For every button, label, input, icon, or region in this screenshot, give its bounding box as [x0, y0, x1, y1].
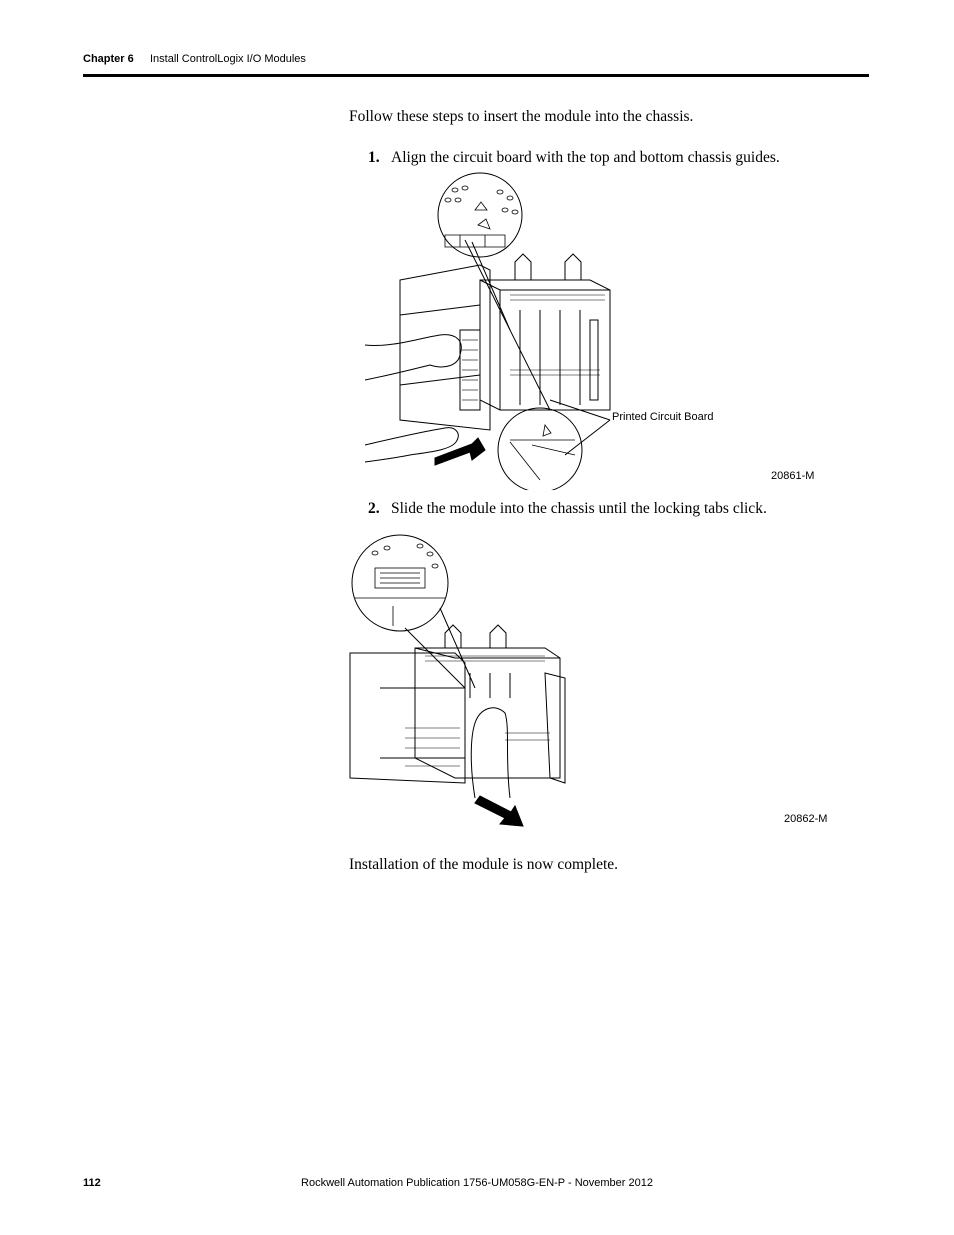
footer-page-number: 112 — [83, 1177, 101, 1189]
step-1 — [368, 149, 780, 167]
module-outline — [400, 265, 490, 430]
figure-1-illustration — [360, 170, 620, 490]
step-2-text: Slide the module into the chassis until the locking tabs click. — [391, 500, 767, 517]
footer-publication: Rockwell Automation Publication 1756-UM058G-EN-P - November 2012 — [301, 1177, 653, 1189]
chassis-outline-2 — [415, 625, 565, 783]
hand-2 — [471, 708, 510, 798]
intro-paragraph: Follow these steps to insert the module into the chassis. — [349, 108, 694, 125]
figure-2-id: 20862-M — [784, 813, 828, 825]
zoom-circle-bottom — [498, 408, 582, 490]
step-2 — [368, 500, 767, 518]
insert-arrow-1 — [435, 438, 485, 465]
figure-1-callout: Printed Circuit Board — [612, 411, 714, 423]
zoom-top-details — [445, 186, 518, 247]
figure-1-id: 20861-M — [771, 470, 815, 482]
step-1-text: Align the circuit board with the top and bottom chassis guides. — [391, 149, 780, 166]
insert-arrow-2 — [475, 796, 523, 826]
hands — [365, 335, 461, 462]
step-2-number: 2. — [368, 500, 380, 517]
header-chapter: Chapter 6 — [83, 53, 134, 65]
figure-2-illustration — [345, 528, 585, 830]
conclusion-paragraph: Installation of the module is now complete. — [349, 856, 619, 873]
chassis-outline — [480, 254, 610, 410]
header-title: Install ControlLogix I/O Modules — [150, 53, 306, 65]
step-1-number: 1. — [368, 149, 380, 166]
zoom-circle-top — [438, 173, 522, 257]
header-rule — [83, 74, 869, 77]
module-outline-2 — [350, 653, 465, 783]
